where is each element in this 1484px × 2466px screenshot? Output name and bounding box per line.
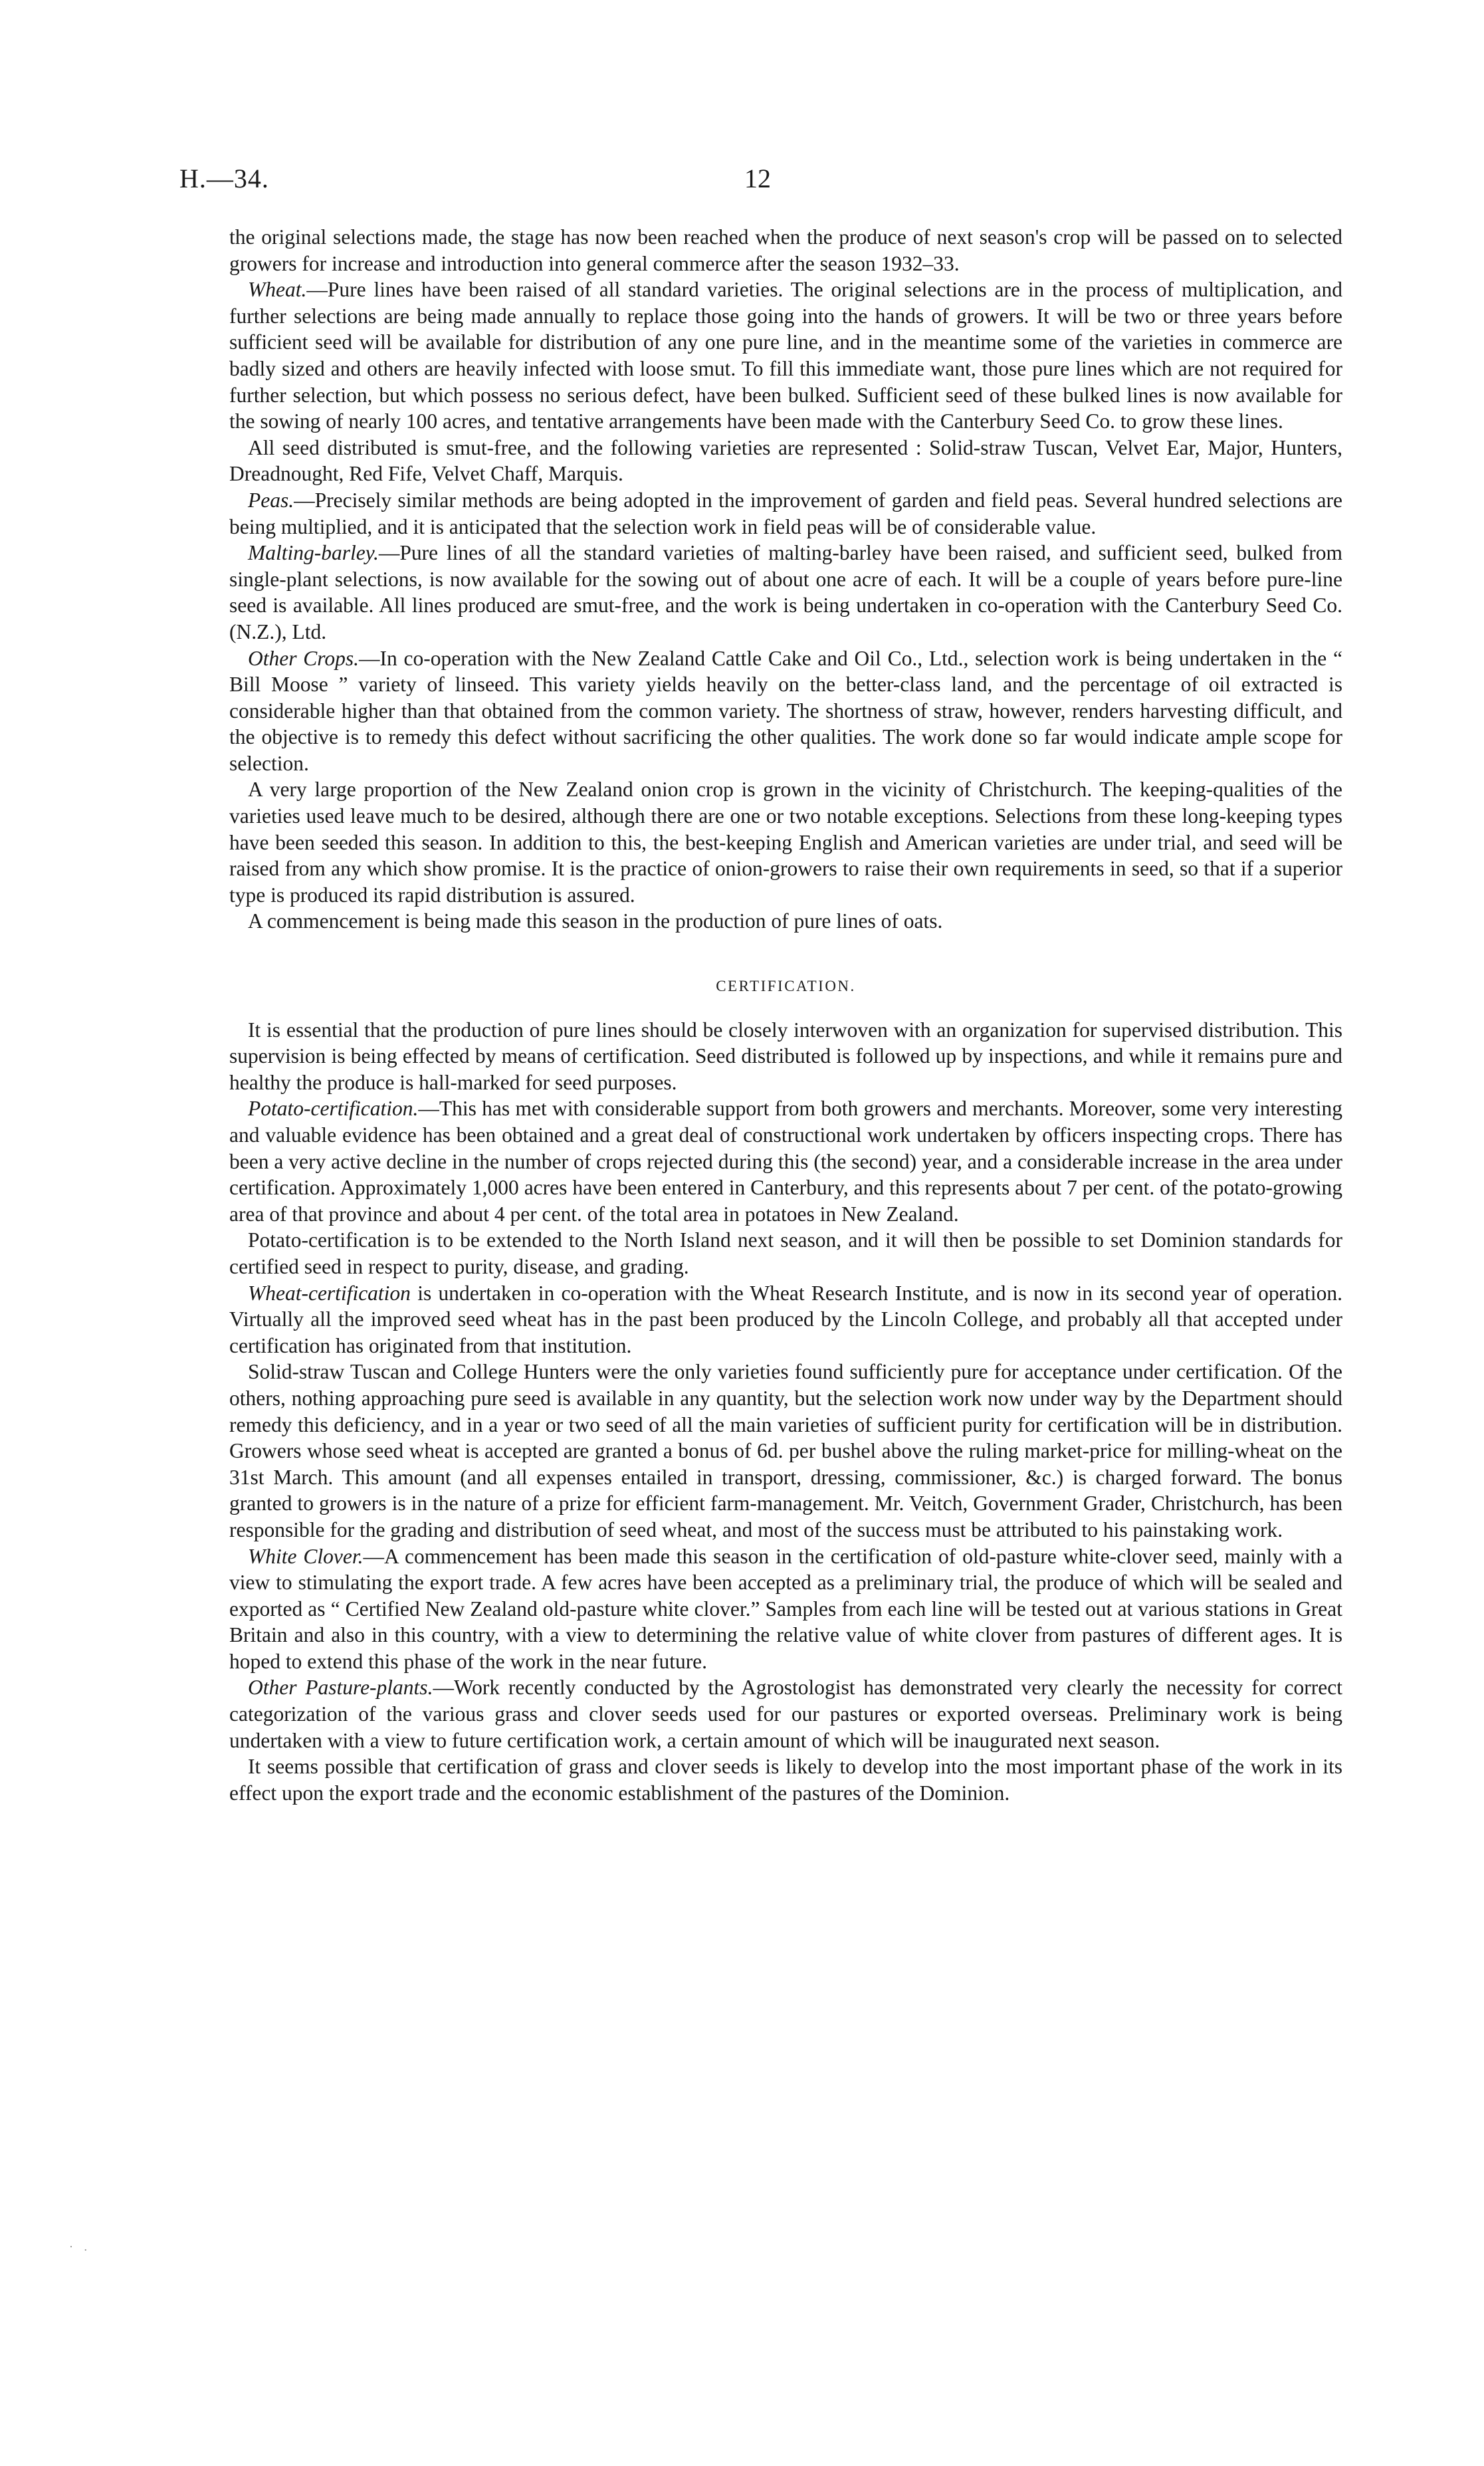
margin-speck: · .	[69, 2240, 91, 2253]
paragraph-other-crops	[229, 645, 1342, 777]
paragraph-wheat	[229, 277, 1342, 435]
paragraph-text: —Pure lines have been raised of all standard varieties. The original selections are in the process of multiplication, and further selections are being made annually to replace those going into the hands of growers. It will be two or three years before sufficient seed will be available for distribution of any one pure line, and in the meantime some of the varieties in commerce are badly sized and others are heavily infected with loose smut. To fill this immediate want, those pure lines which are not required for further selection, but which possess no serious defect, have been bulked. Sufficient seed of these bulked lines is now available for the sowing of nearly 100 acres, and tentative arrangements have been made with the Canterbury Seed Co. to grow these lines.	[229, 278, 1342, 433]
paragraph-certification-intro: It is essential that the production of pure lines should be closely interwoven with an organization for supervised distribution. This supervision is being effected by means of certification. Seed distributed is followed up by inspections, and while it remains pure and healthy the produce is hall-marked for seed purposes.	[229, 1018, 1342, 1094]
paragraph-text: —Work recently conducted by the Agrostologist has demonstrated very clearly the necessity for correct categorization of the various grass and clover seeds used for our pastures or exported overseas. Preliminary work is being undertaken with a view to future certification work, a certain amount of which will be inaugurated next season.	[229, 1676, 1342, 1752]
run-in-heading-peas: Peas.	[248, 488, 294, 512]
run-in-heading-other-crops: Other Crops.	[248, 646, 359, 670]
run-in-heading-wheat: Wheat.	[248, 278, 307, 302]
page-number: 12	[744, 164, 771, 193]
paragraph-wheat-certification	[229, 1280, 1342, 1359]
paragraph-text: is undertaken in co-operation with the Wheat Research Institute, and is now in its second year of operation. Virtually all the improved seed wheat has in the past been produced by the Lincoln College, and probably all that accepted under certification has originated from that institution.	[229, 1281, 1342, 1357]
run-in-heading-potato-certification: Potato-certification.	[248, 1097, 419, 1121]
paragraph-other-pasture-plants	[229, 1674, 1342, 1753]
run-in-heading-other-pasture-plants: Other Pasture-plants.	[248, 1676, 433, 1700]
paragraph-onion-crop: A very large proportion of the New Zealand onion crop is grown in the vicinity of Christchurch. The keeping-qualities of the varieties used leave much to be desired, although there are one or two notable exceptions. Selections from these long-keeping types have been seeded this season. In addition to this, the best-keeping English and American varieties are under trial, and seed will be raised from any which show promise. It is the practice of onion-growers to raise their own requirements in seed, so that if a superior type is produced its rapid distribution is assured.	[229, 778, 1342, 907]
document-reference: H.—34.	[179, 164, 269, 193]
paragraph-potato-certification	[229, 1095, 1342, 1227]
paragraph-white-clover	[229, 1543, 1342, 1675]
paragraph-text: —This has met with considerable support from both growers and merchants. Moreover, some very interesting and valuable evidence has been obtained and a great deal of constructional work undertaken by officers inspecting crops. There has been a very active decline in the number of crops rejected during this (the second) year, and a considerable increase in the area under certification. Approximately 1,000 acres have been entered in Canterbury, and this represents about 7 per cent. of the potato-growing area of that province and about 4 per cent. of the total area in potatoes in New Zealand.	[229, 1097, 1342, 1226]
paragraph-peas	[229, 487, 1342, 540]
paragraph-north-island: Potato-certification is to be extended to the North Island next season, and it will then be possible to set Dominion standards for certified seed in respect to purity, disease, and grading.	[229, 1228, 1342, 1278]
paragraph-oats: A commencement is being made this season in the production of pure lines of oats.	[248, 909, 943, 933]
paragraph-malting-barley	[229, 540, 1342, 645]
paragraph-grass-clover-seeds: It seems possible that certification of grass and clover seeds is likely to develop into the most important phase of the work in its effect upon the export trade and the economic establishment of the pastures of the Dominion.	[229, 1755, 1342, 1805]
document-body	[229, 224, 1342, 1806]
section-heading-certification: CERTIFICATION.	[716, 978, 856, 995]
run-in-heading-white-clover: White Clover.	[248, 1544, 364, 1568]
paragraph-text: —In co-operation with the New Zealand Cattle Cake and Oil Co., Ltd., selection work is being undertaken in the “ Bill Moose ” variety of linseed. This variety yields heavily on the better-class land, and the percentage of oil extracted is considerable higher than that obtained from the common variety. The shortness of straw, however, renders harvesting difficult, and the objective is to remedy this defect without sacrificing the other qualities. The work done so far would indicate ample scope for selection.	[229, 646, 1342, 775]
paragraph-text: —Pure lines of all the standard varieties of malting-barley have been raised, and sufficient seed, bulked from single-plant selections, is now available for the sowing out of about one acre of each. It will be a couple of years before pure-line seed is available. All lines produced are smut-free, and the work is being undertaken in co-operation with the Canterbury Seed Co. (N.Z.), Ltd.	[229, 541, 1342, 643]
page-header	[179, 163, 1336, 203]
paragraph-text: —A commencement has been made this season in the certification of old-pasture white-clover seed, mainly with a view to stimulating the export trade. A few acres have been accepted as a preliminary trial, the produce of which will be sealed and exported as “ Certified New Zealand old-pasture white clover.” Samples from each line will be tested out at various stations in Great Britain and also in this country, with a view to determining the relative value of white clover from pastures of different ages. It is hoped to extend this phase of the work in the near future.	[229, 1544, 1343, 1673]
run-in-heading-malting-barley: Malting-barley.	[248, 541, 379, 565]
paragraph-text: —Precisely similar methods are being adopted in the improvement of garden and field peas. Several hundred selections are being multiplied, and it is anticipated that the selection work in field peas will be of considerable value.	[229, 488, 1342, 538]
paragraph-continuation: the original selections made, the stage has now been reached when the produce of next season's crop will be passed on to selected growers for increase and introduction into general commerce after the season 1932–33.	[229, 225, 1342, 275]
run-in-heading-wheat-certification: Wheat-certification	[248, 1281, 411, 1305]
paragraph-seed-varieties: All seed distributed is smut-free, and the following varieties are represented : Solid-straw Tuscan, Velvet Ear, Major, Hunters, Dreadnought, Red Fife, Velvet Chaff, Marquis.	[229, 435, 1342, 486]
paragraph-solid-straw-tuscan: Solid-straw Tuscan and College Hunters were the only varieties found sufficiently pure for acceptance under certification. Of the others, nothing approaching pure seed is available in any quantity, but the selection work now under way by the Department should remedy this deficiency, and in a year or two seed of all the main varieties of sufficient purity for certification will be in distribution. Growers whose seed wheat is accepted are granted a bonus of 6d. per bushel above the ruling market-price for milling-wheat on the 31st March. This amount (and all expenses entailed in transport, dressing, commissioner, &c.) is charged forward. The bonus granted to growers is in the nature of a prize for efficient farm-management. Mr. Veitch, Government Grader, Christchurch, has been responsible for the grading and distribution of seed wheat, and most of the success must be attributed to his painstaking work.	[229, 1360, 1342, 1541]
